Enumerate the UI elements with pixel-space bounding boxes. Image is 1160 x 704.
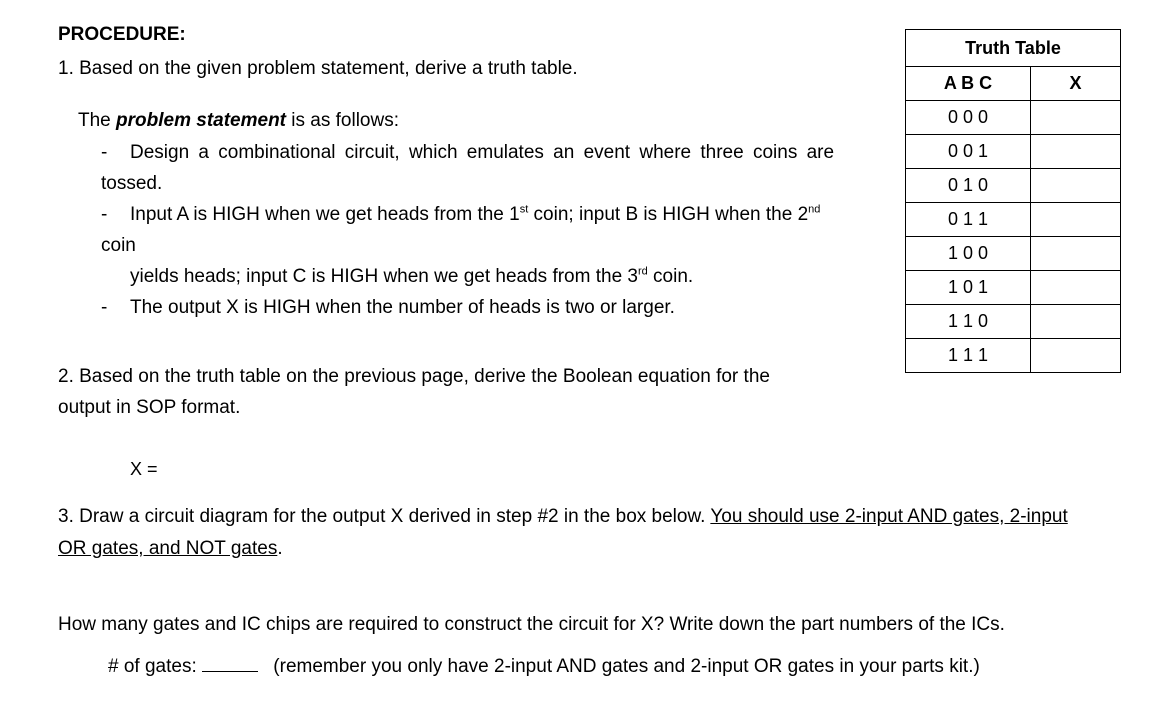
bullet-2-part-d: coin. (647, 266, 694, 287)
table-row (906, 305, 1121, 339)
table-row (906, 203, 1121, 237)
bullet-1-line-2: tossed. (101, 173, 163, 194)
bullet-2-line-3 (130, 266, 693, 288)
bullet-dash-1: - (101, 142, 108, 163)
bullet-dash-3: - (101, 297, 108, 318)
inputs-cell: 0 1 1 (906, 203, 1031, 237)
output-cell[interactable] (1031, 305, 1121, 339)
intro-post: is as follows: (286, 110, 399, 131)
bullet-dash-2: - (101, 204, 108, 225)
step-2-line-2: output in SOP format. (58, 397, 241, 418)
inputs-cell: 1 0 1 (906, 271, 1031, 305)
intro-emphasis: problem statement (116, 110, 287, 131)
inputs-cell: 1 1 0 (906, 305, 1031, 339)
step-1-text: 1. Based on the given problem statement, derive a truth table. (58, 58, 578, 79)
output-cell[interactable] (1031, 339, 1121, 373)
inputs-cell: 1 0 0 (906, 237, 1031, 271)
bullet-1-line-1: Design a combinational circuit, which emulates an event where three coins are (130, 142, 835, 163)
bullet-2-part-c: yields heads; input C is HIGH when we get heads from the 3 (130, 266, 638, 287)
table-row (906, 169, 1121, 203)
output-cell[interactable] (1031, 271, 1121, 305)
step-3-line-2 (58, 538, 283, 560)
bullet-2-line-1 (130, 204, 820, 226)
output-header: X (1031, 67, 1121, 101)
step-3-pre: 3. Draw a circuit diagram for the output X derived in step #2 in the box below. (58, 506, 711, 527)
inputs-header: A B C (906, 67, 1031, 101)
step-3-underlined-2: OR gates, and NOT gates (58, 538, 278, 559)
output-cell[interactable] (1031, 101, 1121, 135)
superscript-st: st (519, 203, 529, 216)
intro-pre: The (78, 110, 117, 131)
output-cell[interactable] (1031, 135, 1121, 169)
output-cell[interactable] (1031, 169, 1121, 203)
gates-count-line (108, 653, 980, 678)
gates-blank-field[interactable] (202, 653, 258, 672)
truth-table (905, 29, 1121, 373)
table-row (906, 237, 1121, 271)
table-row (906, 271, 1121, 305)
truth-table-title-row (906, 30, 1121, 67)
table-row (906, 135, 1121, 169)
step-3-underlined-1: You should use 2-input AND gates, 2-input (710, 506, 1068, 527)
inputs-cell: 0 0 1 (906, 135, 1031, 169)
bullet-2-part-b: coin; input B is HIGH when the 2 (528, 204, 809, 225)
gates-question: How many gates and IC chips are required to construct the circuit for X? Write down the part numbers of the ICs. (58, 614, 1005, 635)
output-cell[interactable] (1031, 237, 1121, 271)
gates-note: (remember you only have 2-input AND gates and 2-input OR gates in your parts kit.) (273, 656, 980, 677)
superscript-rd: rd (637, 265, 648, 278)
inputs-cell: 0 0 0 (906, 101, 1031, 135)
inputs-cell: 0 1 0 (906, 169, 1031, 203)
step-3-line-1 (58, 506, 1068, 528)
table-row (906, 339, 1121, 373)
superscript-nd: nd (808, 203, 821, 216)
procedure-heading: PROCEDURE: (58, 24, 186, 45)
bullet-2-part-a: Input A is HIGH when we get heads from the 1 (130, 204, 520, 225)
bullet-2-line-2: coin (101, 235, 136, 256)
step-3-end: . (277, 538, 283, 559)
problem-statement-intro (78, 110, 399, 132)
truth-table-title: Truth Table (906, 30, 1121, 67)
output-cell[interactable] (1031, 203, 1121, 237)
truth-table-header-row (906, 67, 1121, 101)
table-row (906, 101, 1121, 135)
gates-label: # of gates: (108, 656, 197, 677)
step-2-line-1: 2. Based on the truth table on the previous page, derive the Boolean equation for the (58, 366, 770, 387)
inputs-cell: 1 1 1 (906, 339, 1031, 373)
bullet-3-text: The output X is HIGH when the number of heads is two or larger. (130, 297, 675, 318)
equation-label: X = (130, 459, 158, 479)
